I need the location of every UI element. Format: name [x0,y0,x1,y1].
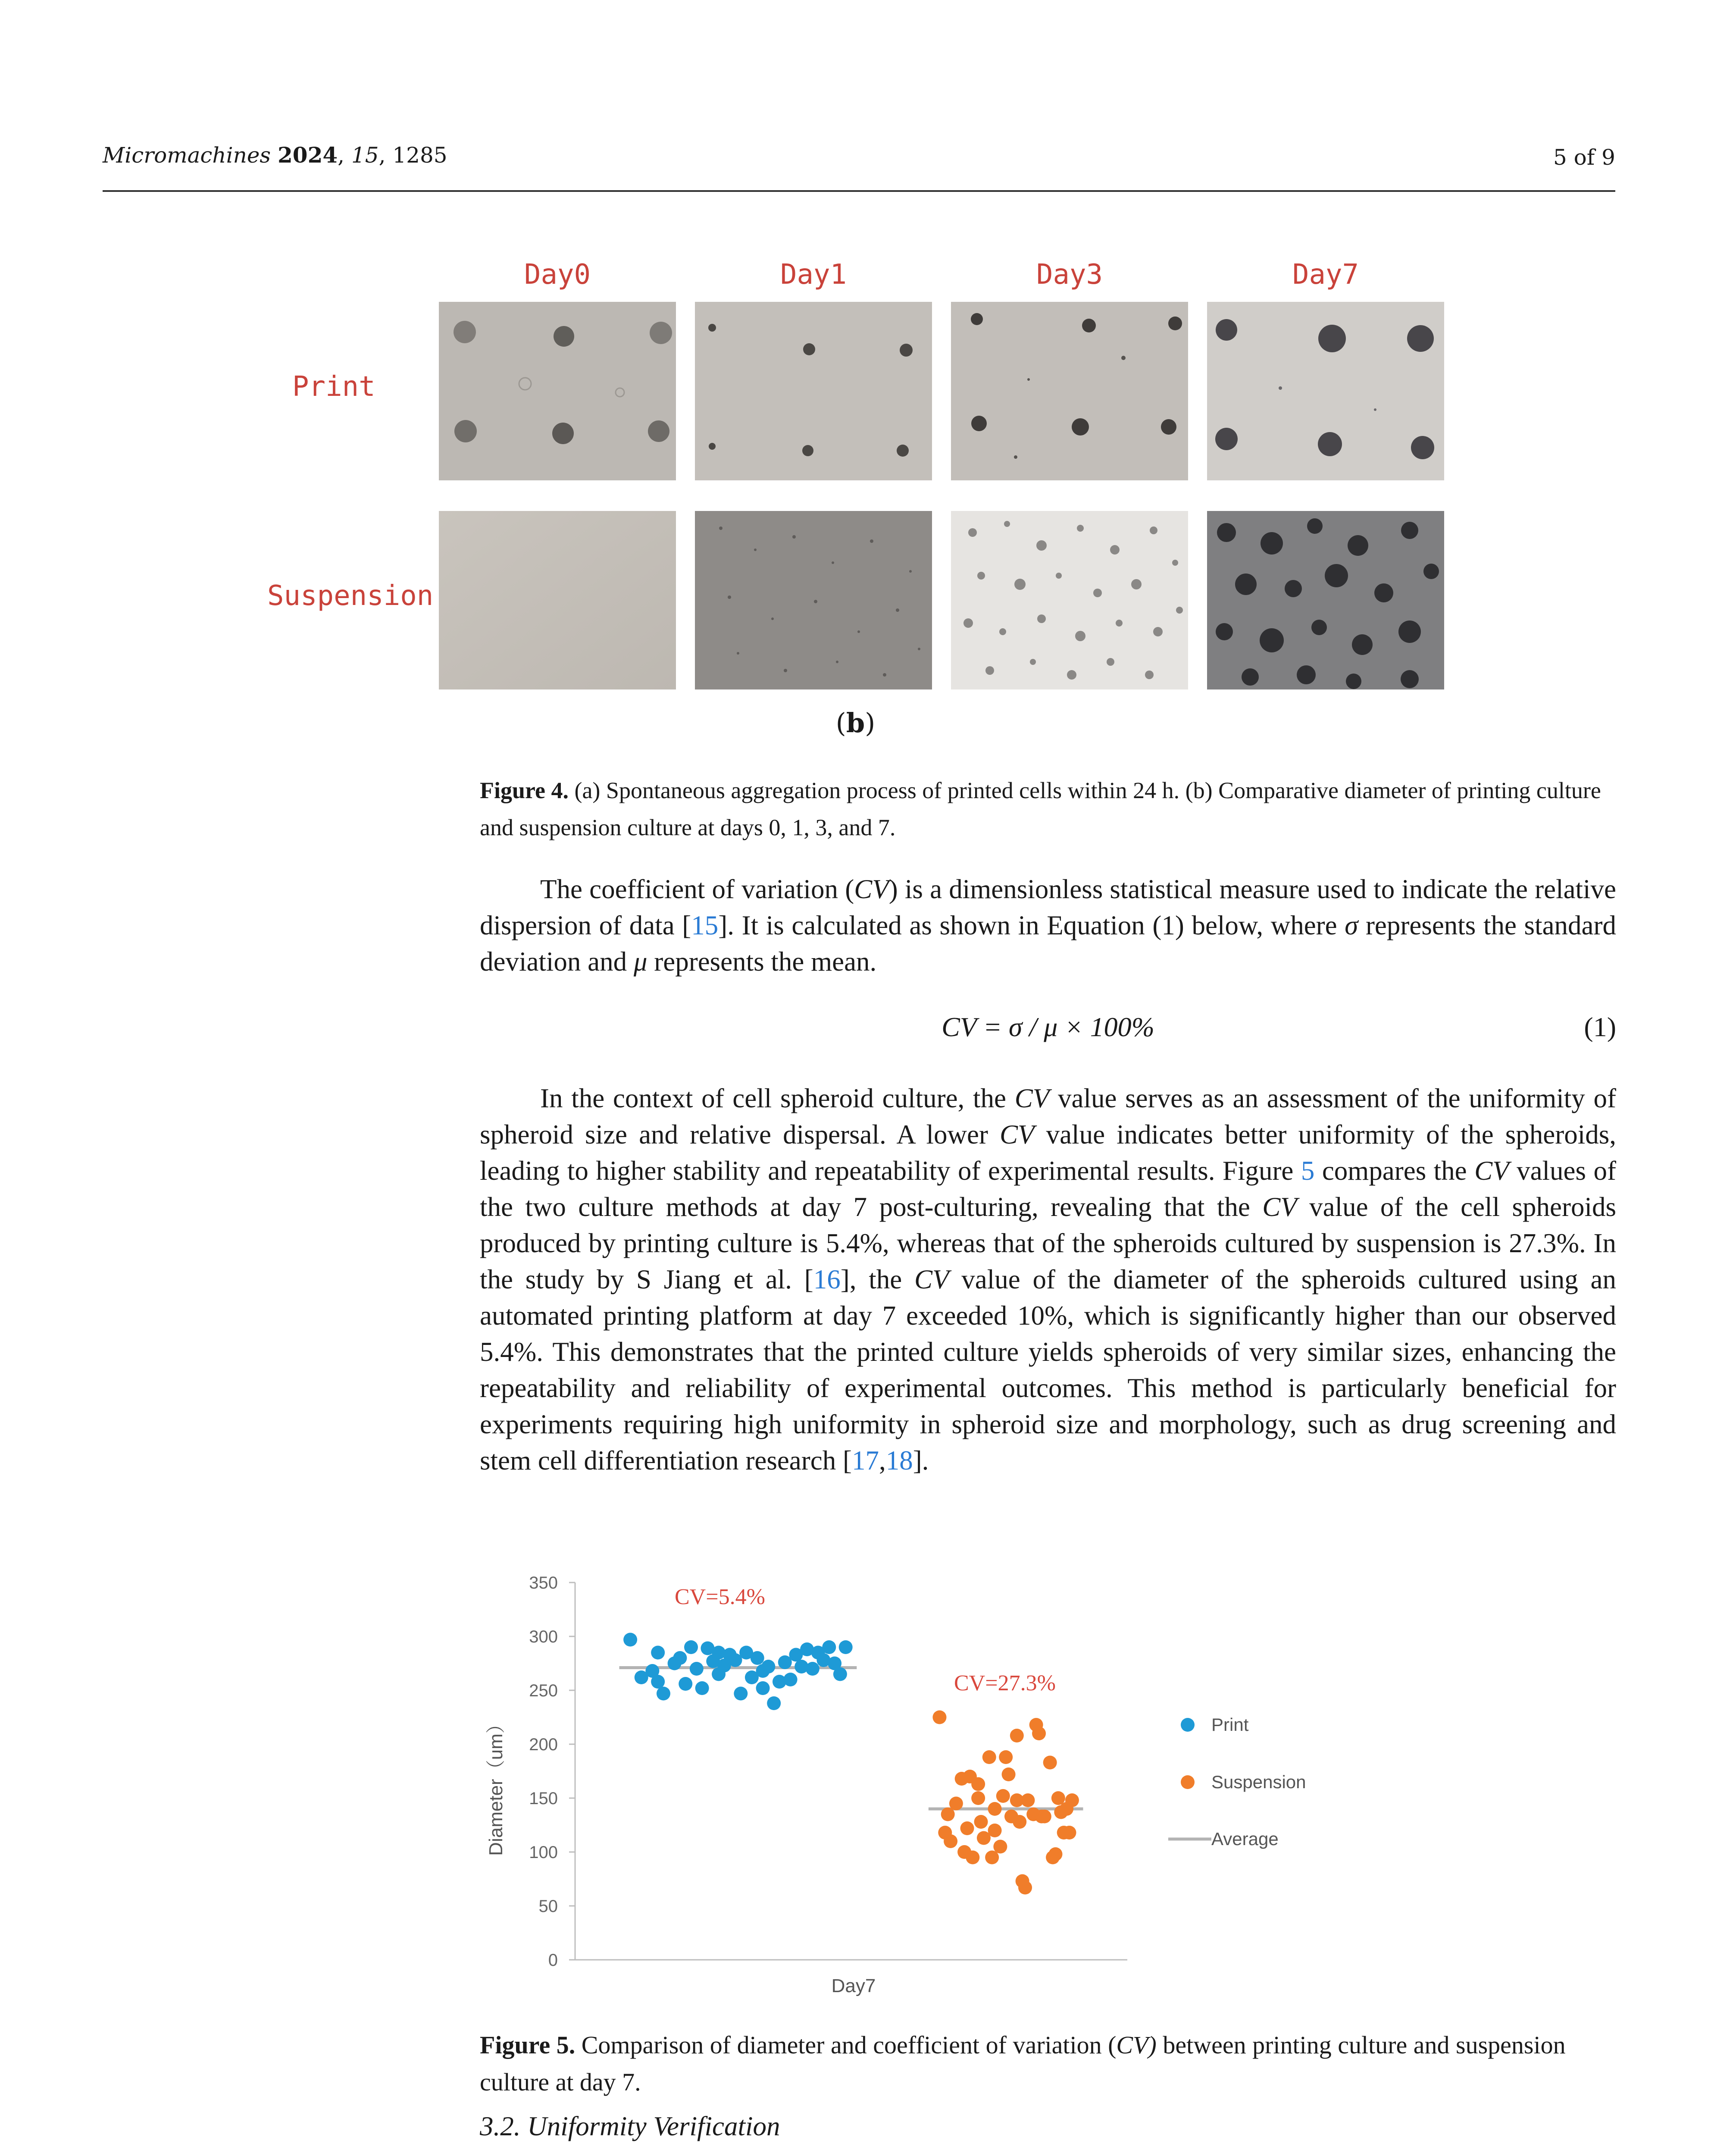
row-label-suspension: Suspension [267,580,434,612]
cv-term: CV [914,1264,949,1294]
text-run: values of the two culture methods at day 7 post-culturing, revealing that the [480,1156,1616,1222]
figure4-caption-label: Figure 4. [480,777,569,803]
day-label-3: Day3 [1036,259,1103,291]
y-tick-label: 50 [538,1897,558,1916]
panel-label-b [0,707,1711,739]
print-data-point [767,1696,781,1710]
print-data-point [684,1640,698,1654]
cv-term: CV [1262,1192,1297,1222]
suspension-data-point [1013,1815,1026,1829]
mu-symbol: μ [633,946,647,977]
suspension-data-point [1043,1756,1057,1770]
journal-name: Micromachines [103,143,271,168]
y-tick-label: 200 [529,1735,558,1754]
suspension-data-point [993,1840,1007,1854]
x-axis-label: Day7 [831,1975,876,1996]
journal-volume: 15 [351,143,379,168]
suspension-data-point [1002,1767,1016,1781]
print-day0-micrograph [439,302,676,480]
print-data-point [695,1681,709,1695]
article-number: 1285 [392,143,447,168]
figure4-caption [480,772,1616,846]
sigma-symbol: σ [1345,910,1358,940]
legend-print-marker [1181,1718,1195,1732]
print-day1-micrograph [695,302,932,480]
cv-term: CV) [1116,2031,1157,2059]
cv-term: CV [1000,1119,1035,1150]
suspension-data-point [1021,1793,1035,1807]
day-label-0: Day0 [524,259,591,291]
text-run: value serves as an assessment of the uniformity of spheroid size and relative dispersal. A lower [480,1083,1616,1150]
header-rule [103,190,1615,192]
paragraph-cv-results [480,1080,1616,1479]
print-data-point [784,1673,798,1686]
suspension-day1-micrograph [695,511,932,689]
legend-print-label: Print [1211,1714,1249,1735]
print-data-point [673,1651,687,1665]
cv-term: CV [1014,1083,1050,1113]
print-data-point [651,1675,665,1689]
print-data-point [806,1662,820,1676]
journal-year: 2024 [277,142,338,168]
text-run: value of the cell spheroids produced by printing culture is 5.4%, whereas that of the spheroids cultured by suspension is 27.3%. In the study by S Jiang et al. [ [480,1192,1616,1294]
suspension-day0-micrograph [439,511,676,689]
suspension-data-point [982,1750,996,1764]
suspension-data-point [944,1834,957,1848]
print-data-point [679,1677,692,1691]
citation-16[interactable]: 16 [813,1264,841,1294]
print-day3-micrograph [951,302,1188,480]
print-data-point [756,1681,770,1695]
suspension-data-point [949,1797,963,1811]
suspension-data-point [1062,1826,1076,1839]
suspension-day7-micrograph [1207,511,1444,689]
print-data-point [734,1687,748,1701]
cv-term: CV [854,874,889,904]
cv-term: CV [1474,1156,1509,1186]
legend-suspension-marker [1181,1775,1195,1789]
paragraph-cv-definition [480,871,1616,980]
y-tick-label: 350 [529,1573,558,1592]
suspension-data-point [1010,1729,1024,1742]
print-data-point [833,1667,847,1681]
suspension-data-point [988,1802,1002,1816]
suspension-data-point [971,1777,985,1791]
suspension-data-point [960,1821,974,1835]
suspension-data-point [988,1824,1002,1837]
suspension-data-point [1032,1727,1046,1740]
scatter-chart [479,1552,1319,2005]
panel-letter: b [846,707,865,739]
annotation-print-cv: CV=5.4% [675,1585,765,1609]
y-tick-label: 0 [548,1951,558,1970]
suspension-day3-micrograph [951,511,1188,689]
suspension-data-point [999,1750,1013,1764]
y-tick-label: 250 [529,1681,558,1700]
annotation-suspension-cv: CV=27.3% [954,1671,1056,1695]
suspension-data-point [1038,1810,1051,1824]
y-tick-label: 150 [529,1789,558,1808]
legend-average-label: Average [1211,1829,1279,1849]
panel-paren-open: ( [835,707,846,739]
text-run: The coefficient of variation ( [540,874,854,904]
print-data-point [712,1667,726,1681]
text-run: value of the diameter of the spheroids cultured using an automated printing platform at day 7 exceeded 10%, which is significantly higher than our observed 5.4%. This demonstrates that the printed culture yields spheroids of very similar sizes, enhancing the repeatability and reliability of experimental outcomes. This method is particularly beneficial for experiments requiring high uniformity in spheroid size and morphology, such as drug screening and stem cell differentiation research [ [480,1264,1616,1476]
figure4-caption-text: (a) Spontaneous aggregation process of printed cells within 24 h. (b) Comparative diameter of printing culture and suspension culture at days 0, 1, 3, and 7. [480,777,1601,840]
y-tick-label: 100 [529,1843,558,1862]
panel-paren-close: ) [865,707,876,739]
day-label-7: Day7 [1292,259,1359,291]
equation-1 [480,1011,1616,1050]
running-header: Micromachines 2024, 15, 1285 [103,142,447,168]
print-data-point [657,1687,670,1701]
text-run: ) is a dimensionless statistical measure used to indicate the relative dispersion of data [ [480,874,1617,940]
page-number: 5 of 9 [1553,145,1615,170]
citation-17[interactable]: 17 [851,1445,879,1476]
figure5-caption-text: Comparison of diameter and coefficient of variation ( [575,2031,1117,2059]
figure5-chart [479,1552,1319,2005]
text-run: compares the [1314,1156,1475,1186]
citation-15[interactable]: 15 [691,910,719,940]
legend-suspension-label: Suspension [1211,1772,1306,1792]
suspension-data-point [974,1815,988,1829]
equation-expression: CV = σ / μ × 100% [942,1012,1154,1042]
citation-18[interactable]: 18 [885,1445,913,1476]
text-run: , [879,1445,886,1476]
text-run: ], the [840,1264,914,1294]
section-heading: 3.2. Uniformity Verification [480,2111,780,2141]
print-data-point [839,1640,853,1654]
y-axis-label: Diameter（um） [485,1714,507,1856]
row-label-print: Print [292,371,375,403]
text-run: ]. It is calculated as shown in Equation (1) below, where [718,910,1345,940]
text-run: ]. [913,1445,929,1476]
figure5-caption [480,2027,1616,2101]
suspension-data-point [966,1851,979,1865]
print-day7-micrograph [1207,302,1444,480]
suspension-data-point [996,1789,1010,1803]
suspension-data-point [1065,1793,1079,1807]
print-data-point [651,1646,665,1660]
text-run: In the context of cell spheroid culture, the [540,1083,1015,1113]
print-data-point [751,1651,764,1665]
text-run: represents the mean. [647,946,877,977]
print-data-point [756,1664,770,1678]
figure5-caption-label: Figure 5. [480,2031,576,2059]
y-tick-label: 300 [529,1627,558,1646]
text-run: represents the standard deviation and [480,910,1616,977]
chart-legend [1168,1714,1306,1849]
print-data-point [623,1633,637,1647]
suspension-data-point [1018,1881,1032,1895]
figure5-caption-text: between printing culture and suspension culture at day 7. [480,2031,1566,2096]
y-axis [529,1573,575,1970]
equation-number: (1) [1584,1012,1616,1042]
suspension-data-point [1048,1847,1062,1861]
text-run: value indicates better uniformity of the spheroids, leading to higher stability and repeatability of experimental results. Figure [480,1119,1616,1186]
suspension-data-point [932,1711,946,1724]
day-label-1: Day1 [780,259,847,291]
suspension-data-point [971,1791,985,1805]
figure-5-link[interactable]: 5 [1301,1156,1315,1186]
print-data-point [690,1662,704,1676]
print-data-point [822,1640,836,1654]
